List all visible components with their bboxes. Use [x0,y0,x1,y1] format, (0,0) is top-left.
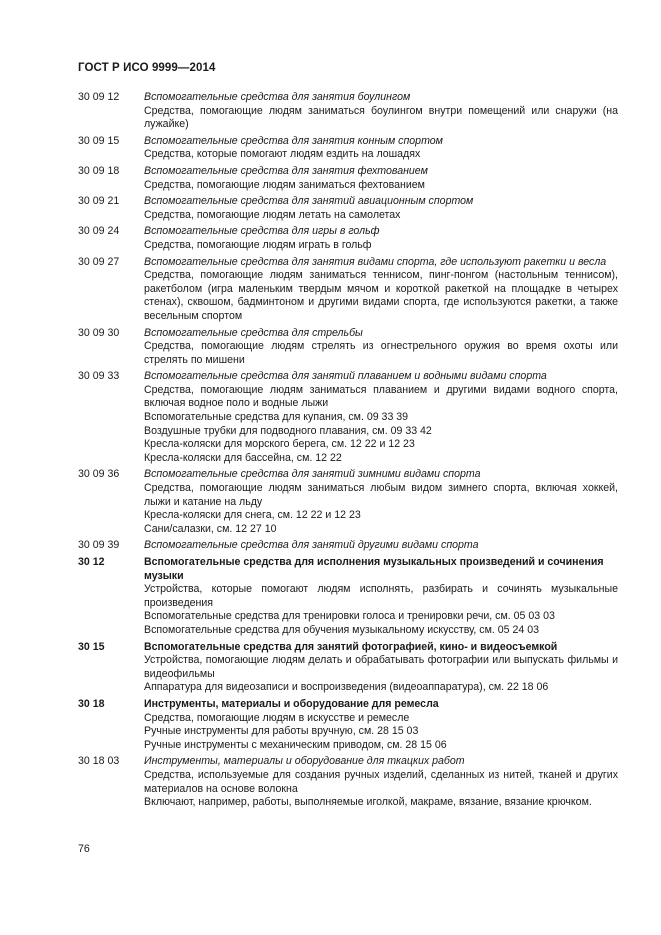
entry-text-line: Средства, помогающие людям летать на самолетах [144,208,401,221]
entry-title: Вспомогательные средства для занятия фехтованием [144,164,428,177]
entry-text-line: Воздушные трубки для подводного плавания, см. 09 33 42 [144,424,432,437]
entry-code: 30 09 33 [78,370,120,383]
entry-body [144,539,618,553]
entry-text-line: Ручные инструменты с механическим приводом, см. 28 15 06 [144,738,447,751]
classification-entry [78,539,618,553]
entry-text-line: Аппаратура для видеозаписи и воспроизведения (видеоаппаратура), см. 22 18 06 [144,681,549,694]
entry-text-line: Вспомогательные средства для обучения музыкальному искусству, см. 05 24 03 [144,623,540,636]
entry-code: 30 15 [78,640,105,653]
classification-entry [78,135,618,162]
entry-body [144,91,618,132]
entry-body [144,641,618,695]
entry-code: 30 12 [78,556,105,568]
page-number: 76 [78,843,90,855]
entry-text-line: Средства, помогающие людям заниматься теннисом, пинг-понгом (настольным теннисом), ракетболом (игра маленьким твердым мячом и короткой ракеткой на площадке в четырех стенах), сквошом, бадминтоном и другими видами спорта, где используются ракетки, а также весельным спортом [144,269,618,322]
entry-title: Вспомогательные средства для занятий другими видами спорта [144,539,479,552]
entry-text-line: Кресла-коляски для морского берега, см. 12 22 и 12 23 [144,438,415,451]
entry-text-line: Кресла-коляски для снега, см. 12 22 и 12 23 [144,509,361,522]
entry-text-line: Средства, помогающие людям в искусстве и ремесле [144,711,410,724]
classification-entry [78,256,618,324]
entry-text-line: Вспомогательные средства для тренировки голоса и тренировки речи, см. 05 03 03 [144,610,555,623]
entry-title: Вспомогательные средства для занятий фотографией, кино- и видеосъемкой [144,640,558,653]
entry-title: Вспомогательные средства для исполнения музыкальных произведений и сочинения музыки [144,556,604,582]
classification-entry [78,327,618,368]
entry-body [144,468,618,536]
entry-code: 30 09 36 [78,468,120,481]
entry-title: Вспомогательные средства для занятий зимними видами спорта [144,468,481,481]
classification-entry [78,556,618,638]
entry-title: Вспомогательные средства для занятий плаванием и водными видами спорта [144,370,547,383]
entry-text-line: Средства, помогающие людям заниматься боулингом внутри помещений или снаружи (на лужайке) [144,104,618,131]
entry-code: 30 09 21 [78,195,120,208]
entry-text-line: Устройства, которые помогают людям исполнять, разбирать и сочинять музыкальные произведения [144,583,618,609]
entry-text-line: Включают, например, работы, выполняемые иголкой, макраме, вязание, вязание крючком. [144,796,592,809]
entry-title: Вспомогательные средства для игры в гольф [144,225,380,238]
entry-text-line: Устройства, помогающие людям делать и обрабатывать фотографии или выпускать фильмы и видеофильмы [144,654,618,680]
entry-text-line: Средства, помогающие людям стрелять из огнестрельного оружия во время охоты или стрелять по мишени [144,340,618,366]
entry-code: 30 18 [78,697,105,710]
classification-entry [78,91,618,132]
entry-text-line: Кресла-коляски для бассейна, см. 12 22 [144,451,342,464]
classification-entry [78,468,618,536]
entry-body [144,135,618,162]
entry-text-line: Вспомогательные средства для купания, см. 09 33 39 [144,411,409,424]
document-header: ГОСТ Р ИСО 9999—2014 [78,62,216,74]
entry-body [144,556,618,638]
entry-body [144,755,618,809]
entry-title: Вспомогательные средства для занятий авиационным спортом [144,195,474,208]
classification-entry [78,225,618,252]
classification-entry [78,755,618,809]
entry-text-line: Средства, используемые для создания ручных изделий, сделанных из нитей, тканей и других материалов на основе волокна [144,768,618,795]
classification-entry [78,195,618,222]
entry-body [144,370,618,465]
classification-entry [78,370,618,465]
entry-title: Вспомогательные средства для занятия конным спортом [144,134,443,147]
entry-text-line: Ручные инструменты для работы вручную, см. 28 15 03 [144,725,419,738]
entry-text-line: Средства, которые помогают людям ездить на лошадях [144,148,421,161]
entry-text-line: Средства, помогающие людям заниматься любым видом зимнего спорта, включая хоккей, лыжи и катание на льду [144,482,618,508]
entry-title: Инструменты, материалы и оборудование для ткацких работ [144,755,465,768]
entry-body [144,195,618,222]
entry-body [144,165,618,192]
entry-title: Вспомогательные средства для занятия боулингом [144,91,411,103]
entry-body [144,698,618,752]
entry-title: Вспомогательные средства для стрельбы [144,326,363,339]
entry-code: 30 09 30 [78,326,120,339]
classification-entry [78,641,618,695]
entry-body [144,225,618,252]
classification-entry [78,165,618,192]
entry-code: 30 09 15 [78,134,120,147]
entry-code: 30 18 03 [78,755,120,768]
entry-code: 30 09 12 [78,91,120,103]
entry-body [144,327,618,368]
entry-code: 30 09 18 [78,164,120,177]
classification-entry [78,698,618,752]
entry-text-line: Средства, помогающие людям заниматься плаванием и другими видами водного спорта, включая водное поло и водные лыжи [144,383,618,410]
classification-list [78,91,618,813]
entry-code: 30 09 24 [78,225,120,238]
entry-body [144,256,618,324]
entry-text-line: Сани/салазки, см. 12 27 10 [144,522,277,535]
entry-title: Инструменты, материалы и оборудование для ремесла [144,697,439,710]
entry-code: 30 09 27 [78,255,120,268]
entry-code: 30 09 39 [78,539,120,552]
entry-text-line: Средства, помогающие людям заниматься фехтованием [144,178,425,191]
entry-title: Вспомогательные средства для занятия видами спорта, где используют ракетки и весла [144,255,607,268]
entry-text-line: Средства, помогающие людям играть в гольф [144,238,372,251]
